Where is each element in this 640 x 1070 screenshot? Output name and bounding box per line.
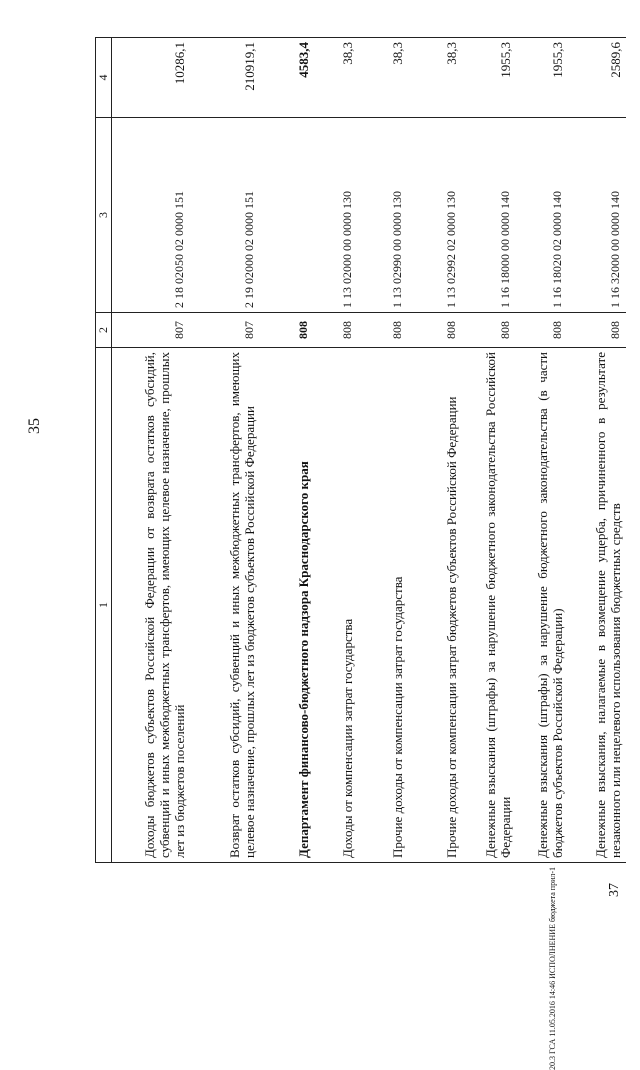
row-budget-code: 1 16 32000 00 0000 140 <box>568 118 626 313</box>
row-amount: 38,3 <box>314 38 358 118</box>
row-amount: 10286,1 <box>112 38 190 118</box>
row-budget-code: 1 16 18020 02 0000 140 <box>516 118 568 313</box>
table-row <box>314 38 358 863</box>
budget-table-region <box>95 38 623 863</box>
row-name: Возврат остатков субсидий, субвенций и иных межбюджетных трансфертов, имеющих целевое назначение, прошлых лет из бюджетов субъектов Российской Федерации <box>190 348 260 863</box>
row-admin-code: 808 <box>516 313 568 348</box>
header-col-3: 3 <box>96 118 112 313</box>
row-admin-code: 807 <box>190 313 260 348</box>
table-row <box>190 38 260 863</box>
corner-page-number: 37 <box>607 883 622 897</box>
row-amount: 210919,1 <box>190 38 260 118</box>
row-budget-code: 1 13 02992 02 0000 130 <box>408 118 462 313</box>
row-budget-code: 2 18 02050 02 0000 151 <box>112 118 190 313</box>
row-budget-code: 2 19 02000 02 0000 151 <box>190 118 260 313</box>
row-name: Прочие доходы от компенсации затрат государства <box>358 348 408 863</box>
row-amount: 38,3 <box>408 38 462 118</box>
rotated-table <box>95 38 623 863</box>
row-budget-code: 1 16 18000 00 0000 140 <box>462 118 516 313</box>
row-amount: 38,3 <box>358 38 408 118</box>
row-name: Денежные взыскания (штрафы) за нарушение бюджетного законодательства (в части бюджетов субъектов Российской Федерации) <box>516 348 568 863</box>
row-name: Прочие доходы от компенсации затрат бюджетов субъектов Российской Федерации <box>408 348 462 863</box>
row-admin-code: 807 <box>112 313 190 348</box>
row-admin-code: 808 <box>260 313 314 348</box>
header-col-4: 4 <box>96 38 112 118</box>
row-budget-code <box>260 118 314 313</box>
table-row <box>358 38 408 863</box>
row-amount: 4583,4 <box>260 38 314 118</box>
header-col-2: 2 <box>96 313 112 348</box>
row-name: Департамент финансово-бюджетного надзора Краснодарского края <box>260 348 314 863</box>
row-budget-code: 1 13 02990 00 0000 130 <box>358 118 408 313</box>
row-amount: 2589,6 <box>568 38 626 118</box>
row-name: Доходы бюджетов субъектов Российской Федерации от возврата остатков субсидий, субвенций и иных межбюджетных трансфертов, имеющих целевое назначение, прошлых лет из бюджетов поселений <box>112 348 190 863</box>
row-name: Денежные взыскания, налагаемые в возмещение ущерба, причиненного в результате незаконного или нецелевого использования бюджетных средств <box>568 348 626 863</box>
row-admin-code: 808 <box>358 313 408 348</box>
table-row <box>462 38 516 863</box>
table-row <box>568 38 626 863</box>
row-admin-code: 808 <box>408 313 462 348</box>
row-amount: 1955,3 <box>516 38 568 118</box>
page-number: 35 <box>26 418 43 434</box>
budget-revenue-table <box>95 37 626 863</box>
table-row <box>260 38 314 863</box>
footer-file-code: 20.3 ГСА 11.05.2016 14:46 ИСПОЛНЕНИЕ бюджета прил-1 <box>548 866 557 1070</box>
row-name: Денежные взыскания (штрафы) за нарушение бюджетного законодательства Российской Федерации <box>462 348 516 863</box>
row-admin-code: 808 <box>314 313 358 348</box>
row-amount: 1955,3 <box>462 38 516 118</box>
row-admin-code: 808 <box>462 313 516 348</box>
table-row <box>112 38 190 863</box>
table-header-row <box>96 38 112 863</box>
table-row <box>408 38 462 863</box>
header-col-1: 1 <box>96 348 112 863</box>
row-admin-code: 808 <box>568 313 626 348</box>
row-name: Доходы от компенсации затрат государства <box>314 348 358 863</box>
row-budget-code: 1 13 02000 00 0000 130 <box>314 118 358 313</box>
